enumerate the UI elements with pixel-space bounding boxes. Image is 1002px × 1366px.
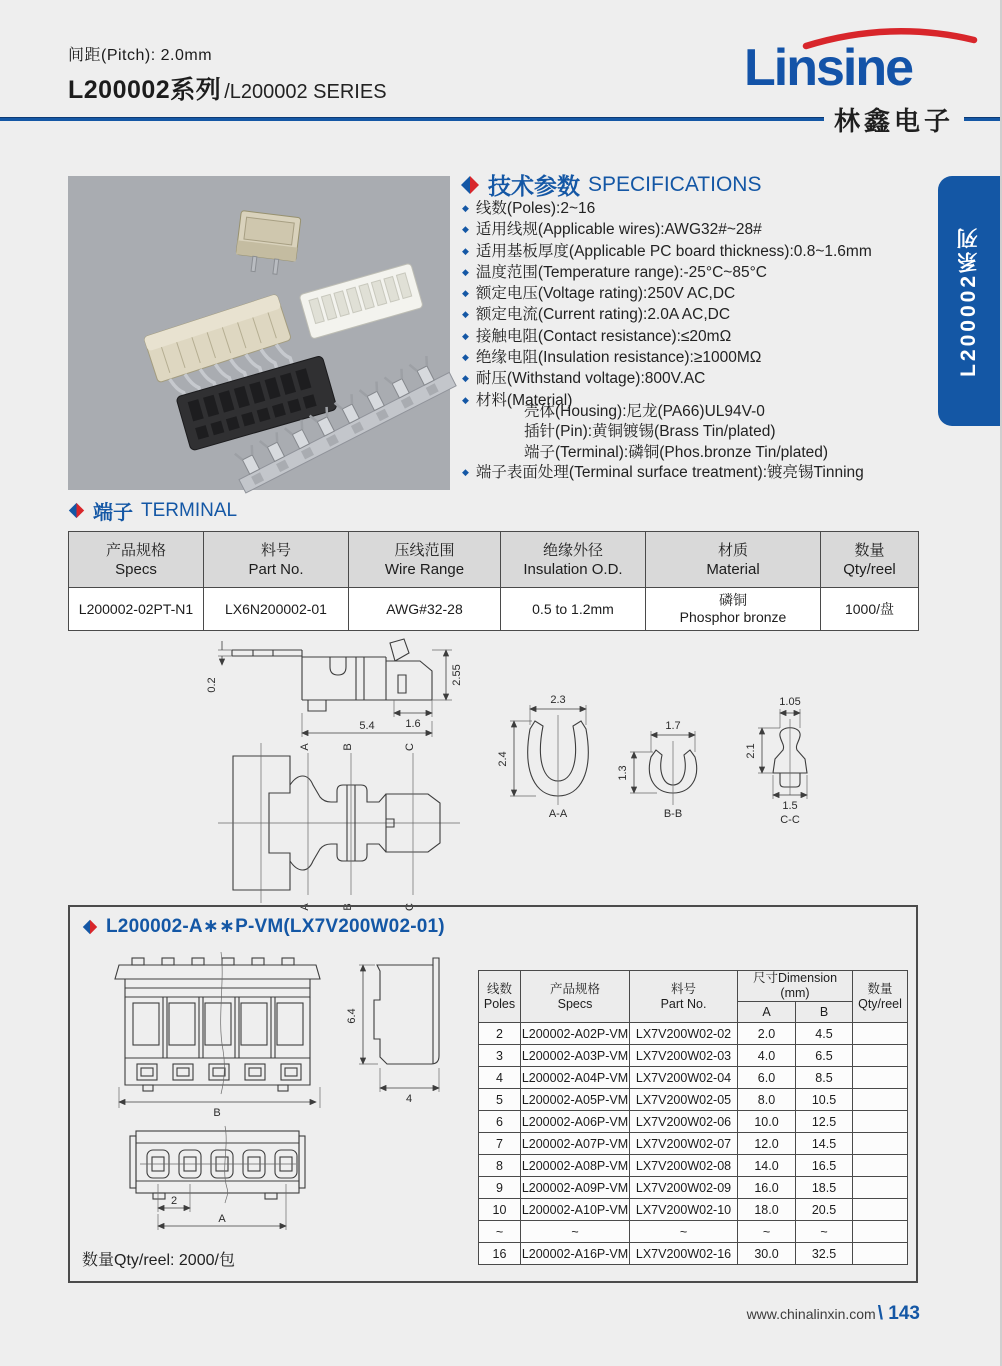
col-dim-b: B (796, 1002, 853, 1023)
spec-item (462, 305, 940, 326)
cell-poles: 3 (479, 1045, 521, 1067)
terminal-title-zh: 端子 (93, 502, 133, 524)
terminal-drawing (68, 633, 918, 911)
cell-specs: L200002-02PT-N1 (69, 588, 204, 631)
cell-specs: L200002-A03P-VM (521, 1045, 630, 1067)
cell-dim-a: 2.0 (738, 1023, 796, 1045)
cell-poles: ~ (479, 1221, 521, 1243)
diamond-bullet-icon: ◆ (462, 224, 469, 235)
cell-part-no: LX7V200W02-05 (630, 1089, 738, 1111)
specifications-title (460, 168, 761, 201)
diamond-bullet-icon: ◆ (462, 394, 469, 405)
spec-item-text: 额定电压(Voltage rating):250V AC,DC (475, 285, 736, 303)
material-line (524, 422, 1002, 442)
section-aa (497, 694, 588, 820)
cell-specs: L200002-A10P-VM (521, 1199, 630, 1221)
material-line-text: 端子(Terminal):磷铜(Phos.bronze Tin/plated) (524, 443, 829, 461)
cell-dim-b: 4.5 (796, 1023, 853, 1045)
spec-item-text: 额定电流(Current rating):2.0A AC,DC (475, 306, 731, 324)
cell-dim-b: 8.5 (796, 1067, 853, 1089)
dim-label: 2.3 (550, 694, 566, 706)
cell-dim-a: ~ (738, 1221, 796, 1243)
cell-material: 磷铜 Phosphor bronze (646, 588, 821, 631)
variant-row (479, 1089, 908, 1111)
cell-qty (853, 1221, 908, 1243)
variants-header-row (479, 971, 908, 1002)
section-label: A (299, 903, 311, 911)
cell-qty (853, 1155, 908, 1177)
cell-qty (853, 1177, 908, 1199)
material-line (524, 443, 1002, 463)
series-side-tab (938, 176, 1000, 426)
dim-label: 2.1 (745, 743, 757, 759)
diamond-bullet-icon: ◆ (462, 309, 469, 320)
housing-drawing (75, 940, 475, 1275)
cell-part-no: LX7V200W02-03 (630, 1045, 738, 1067)
section-bb (617, 720, 697, 820)
cell-dim-b: 10.5 (796, 1089, 853, 1111)
diamond-bullet-icon: ◆ (462, 330, 469, 341)
variant-row (479, 1045, 908, 1067)
col-qty: 数量 Qty/reel (821, 532, 919, 588)
diamond-bullet-icon: ◆ (462, 245, 469, 256)
variant-row (479, 1023, 908, 1045)
spec-item (462, 284, 940, 305)
dim-label: 1.6 (405, 718, 421, 730)
cell-specs: L200002-A05P-VM (521, 1089, 630, 1111)
cell-qty (853, 1243, 908, 1265)
cell-poles: 7 (479, 1133, 521, 1155)
spec-item (462, 199, 940, 220)
cell-dim-b: ~ (796, 1221, 853, 1243)
variant-row (479, 1133, 908, 1155)
terminal-section-title (68, 496, 237, 525)
variant-row (479, 1177, 908, 1199)
cell-insulation-od: 0.5 to 1.2mm (501, 588, 646, 631)
terminal-title-en: TERMINAL (141, 499, 238, 521)
variants-table (478, 970, 908, 1265)
spec-item (462, 242, 940, 263)
terminal-table-row (69, 588, 919, 631)
col-specs: 产品规格 Specs (521, 971, 630, 1023)
spec-item-text: 适用基板厚度(Applicable PC board thickness):0.8~1.6mm (475, 242, 872, 260)
cell-dim-b: 32.5 (796, 1243, 853, 1265)
cell-qty (853, 1133, 908, 1155)
cell-dim-a: 6.0 (738, 1067, 796, 1089)
dim-label: 2.55 (451, 664, 463, 686)
specifications-list (462, 199, 940, 412)
page-title (68, 70, 387, 106)
diamond-icon (82, 919, 98, 935)
cell-dim-a: 4.0 (738, 1045, 796, 1067)
cell-dim-a: 16.0 (738, 1177, 796, 1199)
section-cc (745, 696, 807, 826)
cell-dim-a: 30.0 (738, 1243, 796, 1265)
dim-label: 5.4 (359, 720, 375, 732)
col-part-no: 料号 Part No. (630, 971, 738, 1023)
housing-side-view (346, 958, 439, 1105)
dim-label: 1.7 (665, 720, 681, 732)
cell-part-no: LX7V200W02-07 (630, 1133, 738, 1155)
variant-row (479, 1243, 908, 1265)
spec-item-text: 温度范围(Temperature range):-25°C~85°C (475, 263, 767, 281)
cell-dim-a: 12.0 (738, 1133, 796, 1155)
cell-part-no: ~ (630, 1221, 738, 1243)
col-qty: 数量 Qty/reel (853, 971, 908, 1023)
spec-item-text: 材料(Material) (475, 391, 573, 409)
dim-label: 0.2 (206, 677, 218, 693)
cell-specs: L200002-A08P-VM (521, 1155, 630, 1177)
cell-specs: L200002-A02P-VM (521, 1023, 630, 1045)
spec-item-text: 耐压(Withstand voltage):800V.AC (475, 370, 706, 388)
diamond-bullet-icon: ◆ (462, 373, 469, 384)
variant-row (479, 1155, 908, 1177)
product-photo-image (68, 176, 450, 490)
cell-specs: L200002-A07P-VM (521, 1133, 630, 1155)
cell-poles: 8 (479, 1155, 521, 1177)
section-title: B-B (663, 808, 683, 820)
cell-qty (853, 1111, 908, 1133)
product-variant-panel (68, 905, 918, 1283)
spec-item (462, 348, 940, 369)
spec-item-text: 端子表面处理(Terminal surface treatment):镀亮锡Tinning (475, 464, 864, 481)
diamond-icon (68, 502, 85, 519)
housing-front-view (115, 952, 320, 1119)
material-line-text: 插针(Pin):黄铜镀锡(Brass Tin/plated) (524, 423, 776, 441)
material-line (524, 402, 1002, 422)
diamond-bullet-icon: ◆ (462, 467, 469, 477)
brand-name: Linsine (744, 39, 913, 97)
dim-label: 2 (170, 1195, 178, 1207)
cell-qty (853, 1023, 908, 1045)
spec-item-text: 适用线规(Applicable wires):AWG32#~28# (475, 221, 762, 239)
dim-label: 4 (405, 1093, 413, 1105)
variant-row (479, 1199, 908, 1221)
cell-specs: L200002-A16P-VM (521, 1243, 630, 1265)
col-wire-range: 压线范围 Wire Range (349, 532, 501, 588)
col-poles: 线数 Poles (479, 971, 521, 1023)
section-label: C (404, 903, 416, 911)
spec-item-text: 接触电阻(Contact resistance):≤20mΩ (475, 327, 732, 345)
spec-item (462, 463, 940, 484)
cell-dim-a: 8.0 (738, 1089, 796, 1111)
section-label: B (342, 743, 354, 751)
terminal-top-view (218, 743, 460, 911)
pitch-label: 间距(Pitch): 2.0mm (68, 47, 213, 64)
cell-part-no: LX7V200W02-02 (630, 1023, 738, 1045)
spec-item-text: 绝缘电阻(Insulation resistance):≥1000MΩ (475, 349, 762, 367)
cell-dim-b: 20.5 (796, 1199, 853, 1221)
diamond-bullet-icon: ◆ (462, 203, 469, 213)
dim-label: 2.4 (497, 751, 509, 767)
spec-item (462, 263, 940, 284)
cell-part-no: LX7V200W02-06 (630, 1111, 738, 1133)
spec-item (462, 369, 940, 390)
material-line-text: 壳体(Housing):尼龙(PA66)UL94V-0 (524, 403, 765, 420)
cell-part-no: LX6N200002-01 (204, 588, 349, 631)
cell-dim-b: 12.5 (796, 1111, 853, 1133)
dim-label: A (218, 1213, 226, 1225)
cell-specs: L200002-A04P-VM (521, 1067, 630, 1089)
terminal-side-view (206, 639, 463, 737)
section-label: A (299, 743, 311, 751)
section-title: A-A (548, 808, 568, 820)
footer-url: www.chinalinxin.com (746, 1306, 876, 1322)
section-title: C-C (780, 814, 800, 826)
cell-poles: 6 (479, 1111, 521, 1133)
brand-tagline: 林鑫电子 (824, 101, 964, 138)
cell-qty: 1000/盘 (821, 588, 919, 631)
spec-item-text: 线数(Poles):2~16 (475, 200, 596, 217)
cell-dim-b: 16.5 (796, 1155, 853, 1177)
cell-poles: 5 (479, 1089, 521, 1111)
cell-dim-b: 14.5 (796, 1133, 853, 1155)
cell-wire-range: AWG#32-28 (349, 588, 501, 631)
col-part-no: 料号 Part No. (204, 532, 349, 588)
col-dimension: 尺寸Dimension (mm) (738, 971, 853, 1002)
page-footer (580, 1303, 920, 1325)
specifications-title-en: SPECIFICATIONS (588, 172, 762, 196)
product-variant-title (82, 915, 445, 938)
cell-part-no: LX7V200W02-16 (630, 1243, 738, 1265)
product-variant-title-text: L200002-A∗∗P-VM(LX7V200W02-01) (106, 916, 445, 937)
material-sublist (524, 402, 1002, 463)
spec-item (462, 327, 940, 348)
terminal-table-header-row (69, 532, 919, 588)
cell-dim-a: 14.0 (738, 1155, 796, 1177)
cell-dim-a: 10.0 (738, 1111, 796, 1133)
dim-label: B (213, 1107, 221, 1119)
cell-qty (853, 1089, 908, 1111)
cell-dim-b: 6.5 (796, 1045, 853, 1067)
cell-dim-a: 18.0 (738, 1199, 796, 1221)
footer-page-number: \ 143 (877, 1303, 920, 1324)
dim-label: 1.05 (779, 696, 801, 708)
dim-label: 1.3 (617, 765, 629, 781)
dim-label: 1.5 (782, 800, 798, 812)
cell-specs: L200002-A09P-VM (521, 1177, 630, 1199)
cell-poles: 2 (479, 1023, 521, 1045)
cell-qty (853, 1045, 908, 1067)
spec-item (462, 220, 940, 241)
cell-specs: ~ (521, 1221, 630, 1243)
series-title-zh: L200002系列 (68, 76, 222, 104)
diamond-bullet-icon: ◆ (462, 288, 469, 299)
cell-poles: 9 (479, 1177, 521, 1199)
specifications-title-zh: 技术参数 (488, 173, 580, 199)
cell-dim-b: 18.5 (796, 1177, 853, 1199)
section-label: C (404, 743, 416, 751)
cell-part-no: LX7V200W02-09 (630, 1177, 738, 1199)
cell-poles: 4 (479, 1067, 521, 1089)
diamond-bullet-icon: ◆ (462, 266, 469, 277)
cell-part-no: LX7V200W02-08 (630, 1155, 738, 1177)
col-material: 材质 Material (646, 532, 821, 588)
cell-part-no: LX7V200W02-04 (630, 1067, 738, 1089)
col-insulation-od: 绝缘外径 Insulation O.D. (501, 532, 646, 588)
series-side-tab-label: L200002系列 (957, 225, 980, 377)
diamond-bullet-icon: ◆ (462, 352, 469, 363)
variant-row (479, 1111, 908, 1133)
variant-row (479, 1067, 908, 1089)
col-specs: 产品规格 Specs (69, 532, 204, 588)
cell-qty (853, 1067, 908, 1089)
terminal-table (68, 531, 919, 631)
cell-poles: 10 (479, 1199, 521, 1221)
col-dim-a: A (738, 1002, 796, 1023)
diamond-icon (460, 175, 480, 195)
housing-bottom-view (130, 1126, 305, 1230)
brand-logo (742, 28, 1000, 106)
variant-row (479, 1221, 908, 1243)
dim-label: 6.4 (346, 1008, 358, 1024)
product-photo (68, 176, 450, 490)
qty-per-reel-note: 数量Qty/reel: 2000/包 (82, 1252, 235, 1269)
cell-part-no: LX7V200W02-10 (630, 1199, 738, 1221)
cell-poles: 16 (479, 1243, 521, 1265)
cell-qty (853, 1199, 908, 1221)
cell-specs: L200002-A06P-VM (521, 1111, 630, 1133)
series-title-en: /L200002 SERIES (224, 81, 387, 103)
section-label: B (342, 903, 354, 911)
